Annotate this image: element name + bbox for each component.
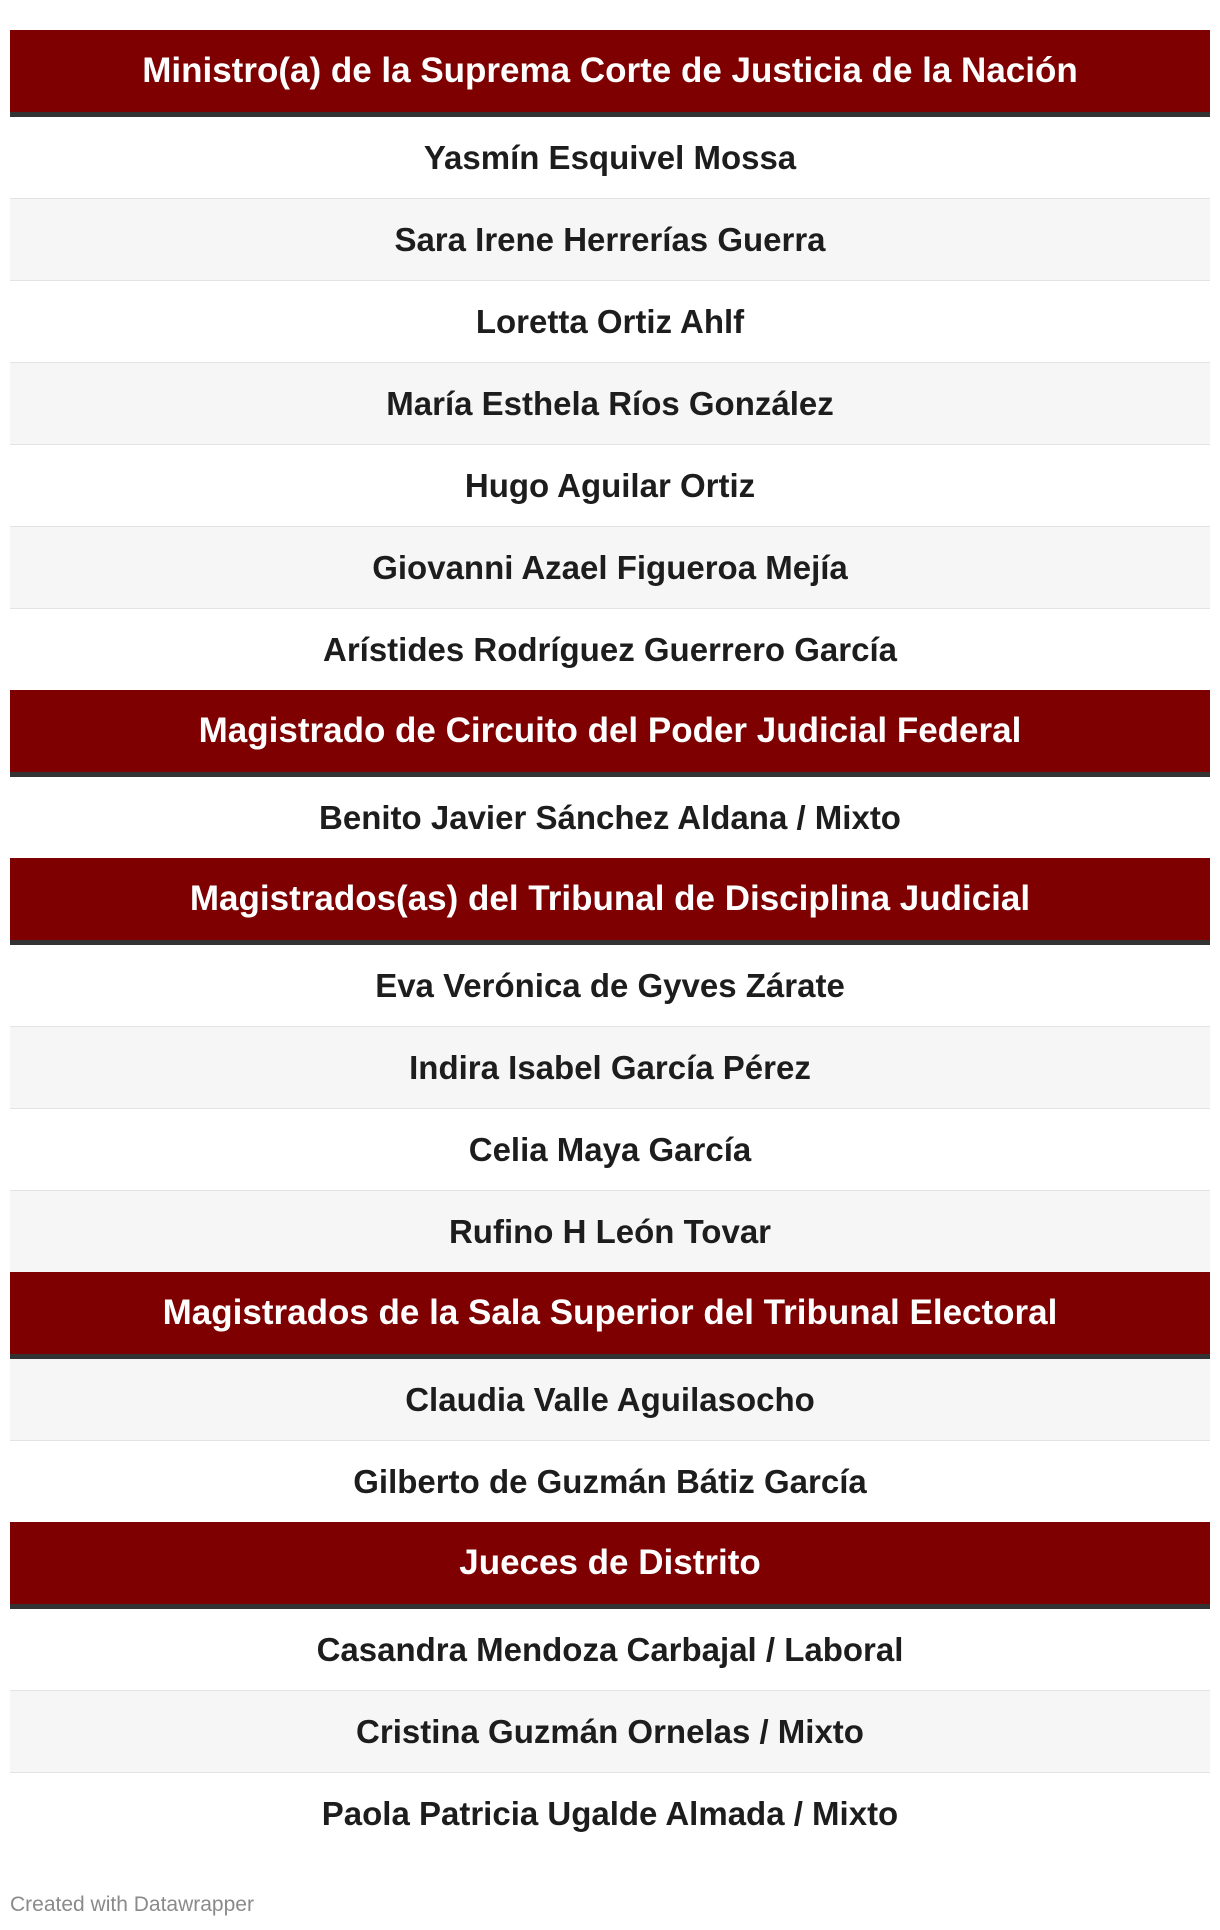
table-row: Arístides Rodríguez Guerrero García <box>322 630 897 668</box>
table-row: Sara Irene Herrerías Guerra <box>10 199 1210 281</box>
table-row: Indira Isabel García Pérez <box>10 1027 1210 1109</box>
results-table <box>10 30 1210 1854</box>
table-row: Hugo Aguilar Ortiz <box>10 445 1210 527</box>
table-row: Eva Verónica de Gyves Zárate <box>10 945 1210 1027</box>
table-row: Celia Maya García <box>10 1109 1210 1191</box>
section-header-tribunal-electoral: Magistrados de la Sala Superior del Tribunal Electoral <box>10 1272 1210 1359</box>
table-row: María Esthela Ríos González <box>10 363 1210 445</box>
section-header-suprema-corte: Ministro(a) de la Suprema Corte de Justicia de la Nación <box>10 30 1210 117</box>
table-row: Giovanni Azael Figueroa Mejía <box>10 527 1210 609</box>
table-row: Benito Javier Sánchez Aldana / Mixto <box>319 798 901 836</box>
table-row: Claudia Valle Aguilasocho <box>10 1359 1210 1441</box>
footer-credit[interactable]: Created with Datawrapper <box>10 1893 254 1916</box>
table-row: Rufino H León Tovar <box>10 1191 1210 1272</box>
section-header-jueces-distrito: Jueces de Distrito <box>10 1522 1210 1609</box>
table-row: Yasmín Esquivel Mossa <box>10 117 1210 199</box>
table-row: Paola Patricia Ugalde Almada / Mixto <box>321 1794 899 1832</box>
section-header-magistrado-circuito: Magistrado de Circuito del Poder Judicial Federal <box>10 690 1210 777</box>
table-row: Loretta Ortiz Ahlf <box>10 281 1210 363</box>
table-row: Gilberto de Guzmán Bátiz García <box>353 1462 867 1500</box>
table-row: Casandra Mendoza Carbajal / Laboral <box>10 1609 1210 1691</box>
table-row: Cristina Guzmán Ornelas / Mixto <box>10 1691 1210 1773</box>
section-header-tribunal-disciplina: Magistrados(as) del Tribunal de Disciplina Judicial <box>10 858 1210 945</box>
